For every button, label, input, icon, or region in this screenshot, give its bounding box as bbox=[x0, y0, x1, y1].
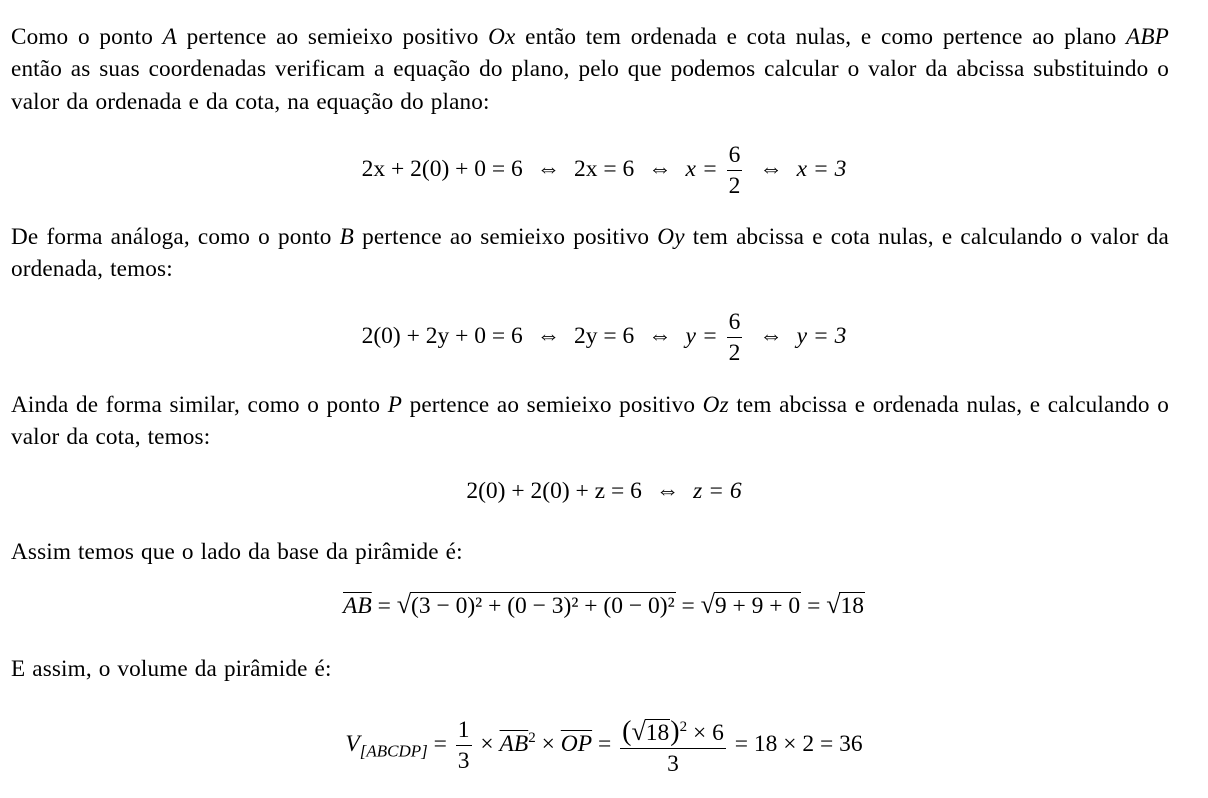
paragraph-1 bbox=[11, 21, 1169, 118]
text: Ainda de forma similar, como o ponto bbox=[11, 392, 388, 418]
text: Assim temos que o lado da base da pirâmide é: bbox=[11, 539, 463, 565]
math-axis-ox: Ox bbox=[488, 24, 516, 50]
fraction-denominator: 3 bbox=[667, 750, 679, 777]
fraction-numerator: 6 bbox=[727, 307, 743, 338]
iff-symbol: ⇔ bbox=[759, 322, 783, 349]
radical-sign: √ bbox=[826, 590, 841, 619]
text: então as suas coordenadas verificam a equação do plano, pelo que podemos calcular o valor da abcissa substituindo o valor da ordenada e da cota, na equação do plano: bbox=[11, 56, 1169, 115]
eq-term: 2(0) + 2(0) + z = 6 bbox=[466, 478, 642, 504]
equals-sign: = bbox=[597, 730, 612, 757]
text: tem abcissa e ordenada nulas, e calculando o valor da cota, temos: bbox=[11, 392, 1169, 451]
radical-sign: √ bbox=[700, 590, 715, 619]
radicand: 18 bbox=[645, 719, 670, 746]
math-plane-abp: ABP bbox=[1126, 24, 1169, 50]
volume-subscript: [ABCDP] bbox=[359, 741, 428, 761]
text: tem abcissa e cota nulas, e calculando o valor da ordenada, temos: bbox=[11, 224, 1169, 283]
radicand: 9 + 9 + 0 bbox=[714, 593, 801, 619]
times-sign: × bbox=[541, 730, 555, 757]
equals-sign: = bbox=[807, 593, 821, 619]
radicand: (3 − 0)² + (0 − 3)² + (0 − 0)² bbox=[411, 593, 675, 619]
eq-result: = 18 × 2 = 36 bbox=[734, 730, 863, 757]
fraction-denominator: 2 bbox=[728, 340, 741, 366]
equals-sign: = bbox=[681, 593, 695, 619]
fraction-volume bbox=[620, 712, 726, 779]
exponent: 2 bbox=[679, 719, 688, 735]
iff-symbol: ⇔ bbox=[536, 322, 561, 349]
fraction-numerator: $(√18)^2 \times 6$ bbox=[620, 712, 726, 749]
math-point-a: A bbox=[162, 24, 177, 50]
equals-sign: = bbox=[377, 593, 391, 619]
radicand: 18 bbox=[840, 593, 864, 619]
eq-term: y = bbox=[685, 322, 718, 349]
paragraph-4 bbox=[11, 536, 1169, 568]
text: De forma análoga, como o ponto bbox=[11, 224, 340, 250]
fraction-denominator: 3 bbox=[457, 747, 470, 774]
segment-ab: $\overline{AB}$ bbox=[343, 593, 372, 619]
eq-result: y = 3 bbox=[796, 322, 847, 349]
math-axis-oy: Oy bbox=[657, 224, 685, 250]
equals-sign: = bbox=[433, 730, 447, 757]
text: pertence ao semieixo positivo bbox=[353, 224, 658, 250]
eq-term: x = bbox=[685, 155, 718, 182]
equation-3 bbox=[0, 478, 1208, 505]
text: pertence ao semieixo positivo bbox=[176, 24, 489, 50]
eq-term: 2x = 6 bbox=[574, 155, 635, 182]
equation-5 bbox=[0, 712, 1208, 779]
math-point-p: P bbox=[387, 392, 403, 418]
eq-result: z = 6 bbox=[693, 478, 742, 504]
text: pertence ao semieixo positivo bbox=[402, 392, 703, 418]
exponent: 2 bbox=[528, 729, 536, 746]
segment-ab: $\overline{AB}$ bbox=[499, 730, 529, 757]
math-axis-oz: Oz bbox=[702, 392, 729, 418]
radical-sign: √ bbox=[631, 716, 646, 746]
segment-op: $\overline{OP}$ bbox=[560, 730, 593, 757]
eq-result: x = 3 bbox=[796, 155, 847, 182]
eq-term: 2x + 2(0) + 0 = 6 bbox=[361, 155, 523, 182]
paragraph-3 bbox=[11, 389, 1169, 454]
fraction-numerator: 1 bbox=[456, 715, 472, 746]
text: Como o ponto bbox=[11, 24, 163, 50]
radical-sign: √ bbox=[396, 590, 412, 619]
fraction-denominator: 2 bbox=[728, 173, 741, 199]
text: então tem ordenada e cota nulas, e como pertence ao plano bbox=[515, 24, 1127, 50]
volume-symbol: V bbox=[345, 730, 360, 757]
iff-symbol: ⇔ bbox=[648, 155, 672, 182]
fraction-numerator: 6 bbox=[727, 140, 743, 171]
fraction bbox=[727, 307, 743, 368]
paragraph-2 bbox=[11, 221, 1169, 286]
math-point-b: B bbox=[339, 224, 354, 250]
equation-4 bbox=[0, 590, 1208, 620]
text: E assim, o volume da pirâmide é: bbox=[11, 656, 332, 682]
fraction-one-third bbox=[456, 715, 472, 776]
iff-symbol: ⇔ bbox=[655, 478, 680, 504]
eq-term: × 6 bbox=[692, 719, 724, 746]
iff-symbol: ⇔ bbox=[648, 322, 672, 349]
eq-term: 2(0) + 2y + 0 = 6 bbox=[361, 322, 523, 349]
equation-2 bbox=[0, 307, 1208, 368]
equation-1 bbox=[0, 140, 1208, 201]
fraction bbox=[727, 140, 743, 201]
times-sign: × bbox=[480, 730, 494, 757]
eq-term: 2y = 6 bbox=[574, 322, 635, 349]
iff-symbol: ⇔ bbox=[536, 155, 561, 182]
iff-symbol: ⇔ bbox=[759, 155, 783, 182]
paragraph-5 bbox=[11, 653, 1169, 685]
